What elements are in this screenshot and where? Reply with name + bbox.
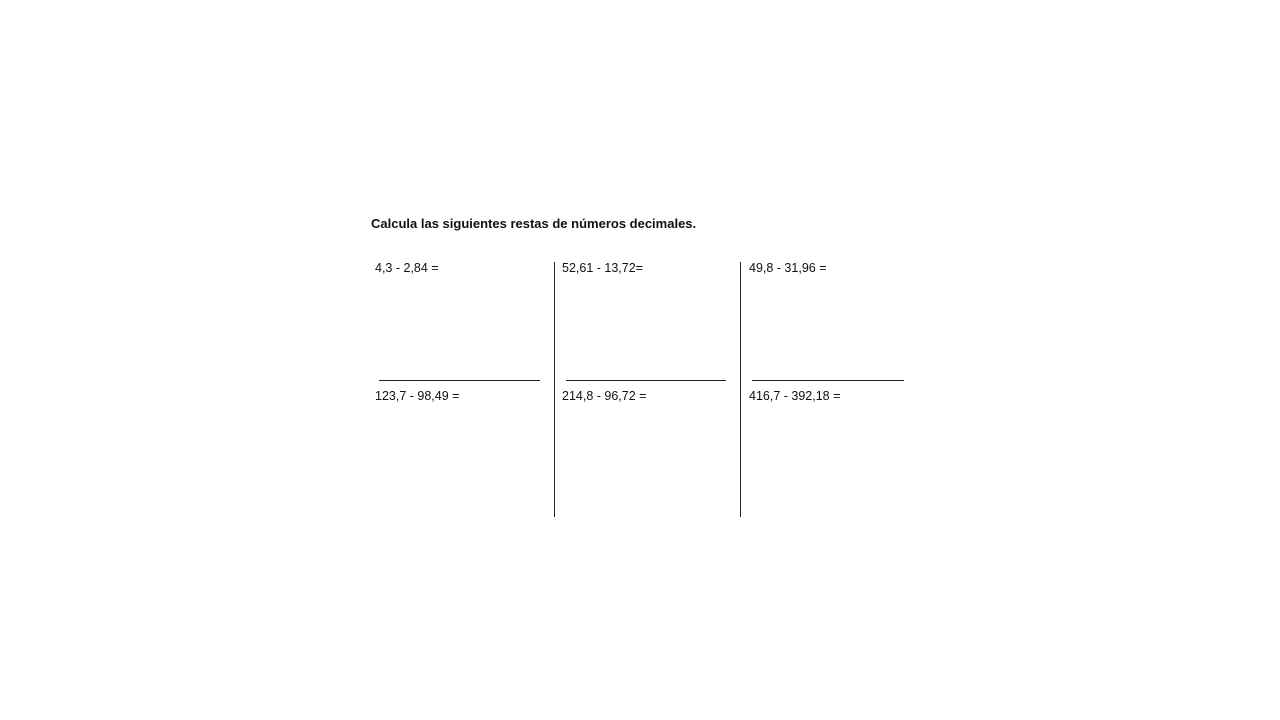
column-divider-2 [740,262,741,517]
row-divider-2 [566,380,726,381]
column-divider-1 [554,262,555,517]
exercise-3: 49,8 - 31,96 = [749,261,827,275]
worksheet-instruction: Calcula las siguientes restas de números decimales. [371,216,697,231]
row-divider-1 [379,380,540,381]
exercise-1: 4,3 - 2,84 = [375,261,439,275]
exercise-5: 214,8 - 96,72 = [562,389,647,403]
exercise-6: 416,7 - 392,18 = [749,389,841,403]
exercise-4: 123,7 - 98,49 = [375,389,460,403]
row-divider-3 [752,380,904,381]
exercise-2: 52,61 - 13,72= [562,261,643,275]
